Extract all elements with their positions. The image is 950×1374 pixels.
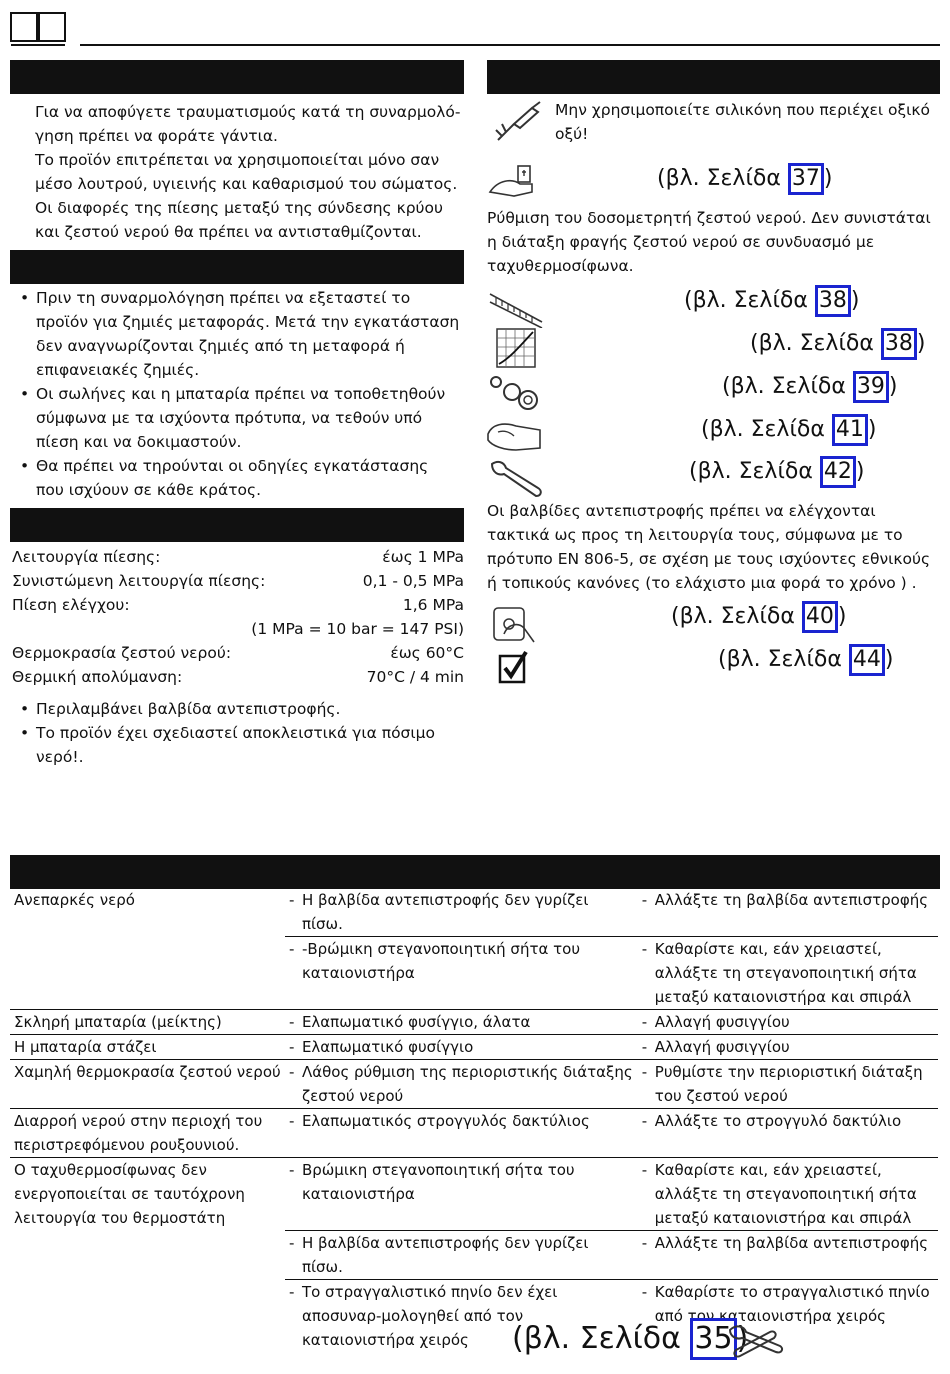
see-page-ref xyxy=(689,456,864,488)
problem-cell: Ανεπαρκές νερό xyxy=(10,888,285,937)
spec-value: έως 1 MPa xyxy=(382,548,464,566)
see-page-ref xyxy=(671,601,846,633)
problem-cell xyxy=(10,937,285,1010)
table-row xyxy=(10,1158,938,1231)
problem-cell: Σκληρή μπαταρία (μείκτης) xyxy=(10,1010,285,1035)
cause-text: - Η βαλβίδα αντεπιστροφής δεν γυρίζει πίσω. xyxy=(289,888,634,936)
spec-row xyxy=(12,665,464,689)
section-bar-installation xyxy=(10,250,464,284)
table-row xyxy=(10,888,938,937)
technical-bullet: • Το προϊόν έχει σχεδιαστεί αποκλειστικά για πόσιμο νερό!. xyxy=(14,721,454,769)
problem-cell xyxy=(10,1280,285,1353)
see-prefix: (βλ. Σελίδα xyxy=(689,459,820,484)
see-suffix: ) xyxy=(916,331,926,356)
spec-value: έως 60°C xyxy=(390,644,464,662)
see-prefix: (βλ. Σελίδα xyxy=(701,417,832,442)
spec-value: 1,6 MPa xyxy=(402,596,464,614)
cause-text: - Ελαπωματικό φυσίγγιο, άλατα xyxy=(289,1010,634,1034)
cause-cell xyxy=(285,1035,638,1060)
page-link[interactable]: 35 xyxy=(690,1318,736,1360)
remedy-text: - Αλλάξτε το στρογγυλό δακτύλιο xyxy=(642,1109,934,1133)
see-page-ref xyxy=(684,285,859,317)
spec-row xyxy=(12,545,464,569)
see-prefix: (βλ. Σελίδα xyxy=(671,604,802,629)
cause-cell xyxy=(285,1109,638,1158)
page-link[interactable]: 38 xyxy=(815,285,851,317)
technical-notes xyxy=(14,697,454,769)
see-prefix: (βλ. Σελίδα xyxy=(750,331,881,356)
cause-cell xyxy=(285,1231,638,1280)
remedy-text: - Ρυθμίστε την περιοριστική διάταξη του ζεστού νερού xyxy=(642,1060,934,1108)
see-page-ref xyxy=(701,414,876,446)
remedy-text: - Αλλάξτε τη βαλβίδα αντεπιστροφής xyxy=(642,1231,934,1255)
see-suffix: ) xyxy=(850,288,860,313)
cause-cell xyxy=(285,888,638,937)
see-page-ref xyxy=(657,163,832,195)
safety-line: Το προϊόν επιτρέπεται να χρησιμοποιείται μόνο σαν xyxy=(35,151,440,169)
cause-text: - -Βρώμικη στεγανοποιητική σήτα του καταιονιστήρα xyxy=(289,937,634,985)
ruler-icon xyxy=(488,288,544,328)
footer-page-ref xyxy=(512,1318,748,1360)
installation-bullet: • Πριν τη συναρμολόγηση πρέπει να εξεταστεί το προϊόν για ζημιές μεταφοράς. Μετά την εγκατάσταση δεν αναγνωρίζονται ζημιές από τη μεταφορά ή επιφανειακές ζημιές. xyxy=(14,286,460,382)
spec-label: Θερμοκρασία ζεστού νερού: xyxy=(12,644,232,662)
spec-row xyxy=(12,641,464,665)
safety-line: Για να αποφύγετε τραυματισμούς κατά τη συναρμολό- xyxy=(35,103,461,121)
installation-bullet: • Οι σωλήνες και η μπαταρία πρέπει να τοποθετηθούν σύμφωνα με τα ισχύοντα πρότυπα, να τεθούν υπό πίεση και να δοκιμαστούν. xyxy=(14,382,460,454)
table-row xyxy=(10,937,938,1010)
spec-row xyxy=(12,617,464,641)
see-prefix: (βλ. Σελίδα xyxy=(722,374,853,399)
remedy-cell xyxy=(638,1158,938,1231)
section-bar-safety xyxy=(10,60,464,94)
cause-text: - Η βαλβίδα αντεπιστροφής δεν γυρίζει πίσω. xyxy=(289,1231,634,1279)
book-icon xyxy=(10,12,66,48)
see-suffix: ) xyxy=(884,647,894,672)
cause-text: - Το στραγγαλιστικό πηνίο δεν έχει αποσυναρ-μολογηθεί από τον καταιονιστήρα χειρός xyxy=(289,1280,634,1352)
remedy-text: - Καθαρίστε και, εάν χρειαστεί, αλλάξτε τη στεγανοποιητική σήτα μεταξύ καταιονιστήρα και σπιράλ xyxy=(642,937,934,1009)
tools-icon xyxy=(726,1320,784,1360)
spec-row xyxy=(12,569,464,593)
see-page-ref xyxy=(722,371,897,403)
cause-cell xyxy=(285,937,638,1010)
see-suffix: ) xyxy=(888,374,898,399)
see-suffix: ) xyxy=(736,1321,749,1356)
page-link[interactable]: 38 xyxy=(881,328,917,360)
silicone-gun-icon xyxy=(492,100,544,144)
page-link[interactable]: 44 xyxy=(849,644,885,676)
remedy-text: - Αλλάξτε τη βαλβίδα αντεπιστροφής xyxy=(642,888,934,912)
remedy-cell xyxy=(638,888,938,937)
problem-cell: Διαρροή νερού στην περιοχή του περιστρεφόμενου ρουξουνιού. xyxy=(10,1109,285,1158)
dosing-hand-icon xyxy=(488,162,544,204)
table-row xyxy=(10,1280,938,1353)
see-prefix: (βλ. Σελίδα xyxy=(684,288,815,313)
remedy-cell xyxy=(638,1109,938,1158)
silicone-note: Μην χρησιμοποιείτε σιλικόνη που περιέχει οξικό οξύ! xyxy=(555,101,931,143)
table-row xyxy=(10,1231,938,1280)
see-page-ref xyxy=(718,644,893,676)
checkbox-icon xyxy=(498,650,530,686)
valves-note: Οι βαλβίδες αντεπιστροφής πρέπει να ελέγχονται τακτικά ως προς τη λειτουργία τους, σύμφωνα με το πρότυπο EN 806-5, σε σχέση με τους ισχύοντες εθνικούς ή τοπικούς κανόνες (το ελάχιστο μια φορά το χρόνο ) . xyxy=(487,502,931,592)
remedy-cell xyxy=(638,1060,938,1109)
see-prefix: (βλ. Σελίδα xyxy=(512,1321,691,1356)
dosing-note: Ρύθμιση του δοσομετρητή ζεστού νερού. Δεν συνιστάται η διάταξη φραγής ζεστού νερού σε συνδυασμό με ταχυθερμοσίφωνα. xyxy=(487,209,931,275)
cause-text: - Ελαπωματικός στρογγυλός δακτύλιος xyxy=(289,1109,634,1133)
remedy-text: - Καθαρίστε το στραγγαλιστικό πηνίο από τον καταιονιστήρα χειρός xyxy=(642,1280,934,1328)
spec-value: (1 MPa = 10 bar = 147 PSI) xyxy=(251,620,464,638)
diagram-grid-icon xyxy=(496,328,536,368)
table-row xyxy=(10,1010,938,1035)
see-suffix: ) xyxy=(837,604,847,629)
spec-row xyxy=(12,593,464,617)
remedy-cell xyxy=(638,937,938,1010)
safety-text xyxy=(35,100,465,244)
remedy-cell xyxy=(638,1035,938,1060)
problem-cell: Ο ταχυθερμοσίφωνας δεν ενεργοποιείται σε ταυτόχρονη λειτουργία του θερμοστάτη xyxy=(10,1158,285,1231)
installation-bullet: • Θα πρέπει να τηρούνται οι οδηγίες εγκατάστασης που ισχύουν σε κάθε κράτος. xyxy=(14,454,460,502)
remedy-text: - Αλλαγή φυσιγγίου xyxy=(642,1035,934,1059)
page-link[interactable]: 40 xyxy=(802,601,838,633)
see-suffix: ) xyxy=(823,166,833,191)
table-row xyxy=(10,1109,938,1158)
page-link[interactable]: 37 xyxy=(788,163,824,195)
installation-list xyxy=(14,286,460,502)
wrench-icon xyxy=(488,458,544,498)
remedy-text: - Αλλαγή φυσιγγίου xyxy=(642,1010,934,1034)
safety-line: Οι διαφορές της πίεσης μεταξύ της σύνδεσης κρύου xyxy=(35,199,443,217)
section-bar-technical-data xyxy=(10,508,464,542)
safety-line: μέσο λουτρού, υγιεινής και καθαρισμού του σώματος. xyxy=(35,175,458,193)
see-suffix: ) xyxy=(855,459,865,484)
page-link[interactable]: 39 xyxy=(853,371,889,403)
see-page-ref xyxy=(750,328,925,360)
cause-text: - Λάθος ρύθμιση της περιοριστικής διάταξης ζεστού νερού xyxy=(289,1060,634,1108)
cause-cell xyxy=(285,1158,638,1231)
see-suffix: ) xyxy=(867,417,877,442)
spec-label: Θερμική απολύμανση: xyxy=(12,668,183,686)
safety-line: και ζεστού νερού θα πρέπει να αντισταθμίζονται. xyxy=(35,223,422,241)
section-bar-troubleshooting xyxy=(10,855,940,889)
spec-value: 0,1 - 0,5 MPa xyxy=(362,572,464,590)
problem-cell: Η μπαταρία στάζει xyxy=(10,1035,285,1060)
problem-cell xyxy=(10,1231,285,1280)
spec-label: Λειτουργία πίεσης: xyxy=(12,548,161,566)
table-row xyxy=(10,1035,938,1060)
cause-cell xyxy=(285,1060,638,1109)
cause-text: - Βρώμικη στεγανοποιητική σήτα του καταιονιστήρα xyxy=(289,1158,634,1206)
remedy-text: - Καθαρίστε και, εάν χρειαστεί, αλλάξτε τη στεγανοποιητική σήτα μεταξύ καταιονιστήρα και σπιράλ xyxy=(642,1158,934,1230)
parts-icon xyxy=(488,372,544,412)
spec-label: Πίεση ελέγχου: xyxy=(12,596,130,614)
page-link[interactable]: 41 xyxy=(832,414,868,446)
technical-bullet: • Περιλαμβάνει βαλβίδα αντεπιστροφής. xyxy=(14,697,454,721)
section-bar-right xyxy=(487,60,940,94)
spec-label: Συνιστώμενη λειτουργία πίεσης: xyxy=(12,572,266,590)
cleaning-hand-icon xyxy=(490,604,538,646)
see-prefix: (βλ. Σελίδα xyxy=(657,166,788,191)
remedy-cell xyxy=(638,1231,938,1280)
problem-cell: Χαμηλή θερμοκρασία ζεστού νερού xyxy=(10,1060,285,1109)
safety-line: γηση πρέπει να φοράτε γάντια. xyxy=(35,127,278,145)
remedy-cell xyxy=(638,1010,938,1035)
see-prefix: (βλ. Σελίδα xyxy=(718,647,849,672)
troubleshooting-table xyxy=(10,887,938,1352)
table-row xyxy=(10,1060,938,1109)
header-rule xyxy=(80,44,940,46)
page-link[interactable]: 42 xyxy=(820,456,856,488)
spec-value: 70°C / 4 min xyxy=(366,668,464,686)
cause-text: - Ελαπωματικό φυσίγγιο xyxy=(289,1035,634,1059)
hand-icon xyxy=(486,416,544,454)
cause-cell xyxy=(285,1010,638,1035)
